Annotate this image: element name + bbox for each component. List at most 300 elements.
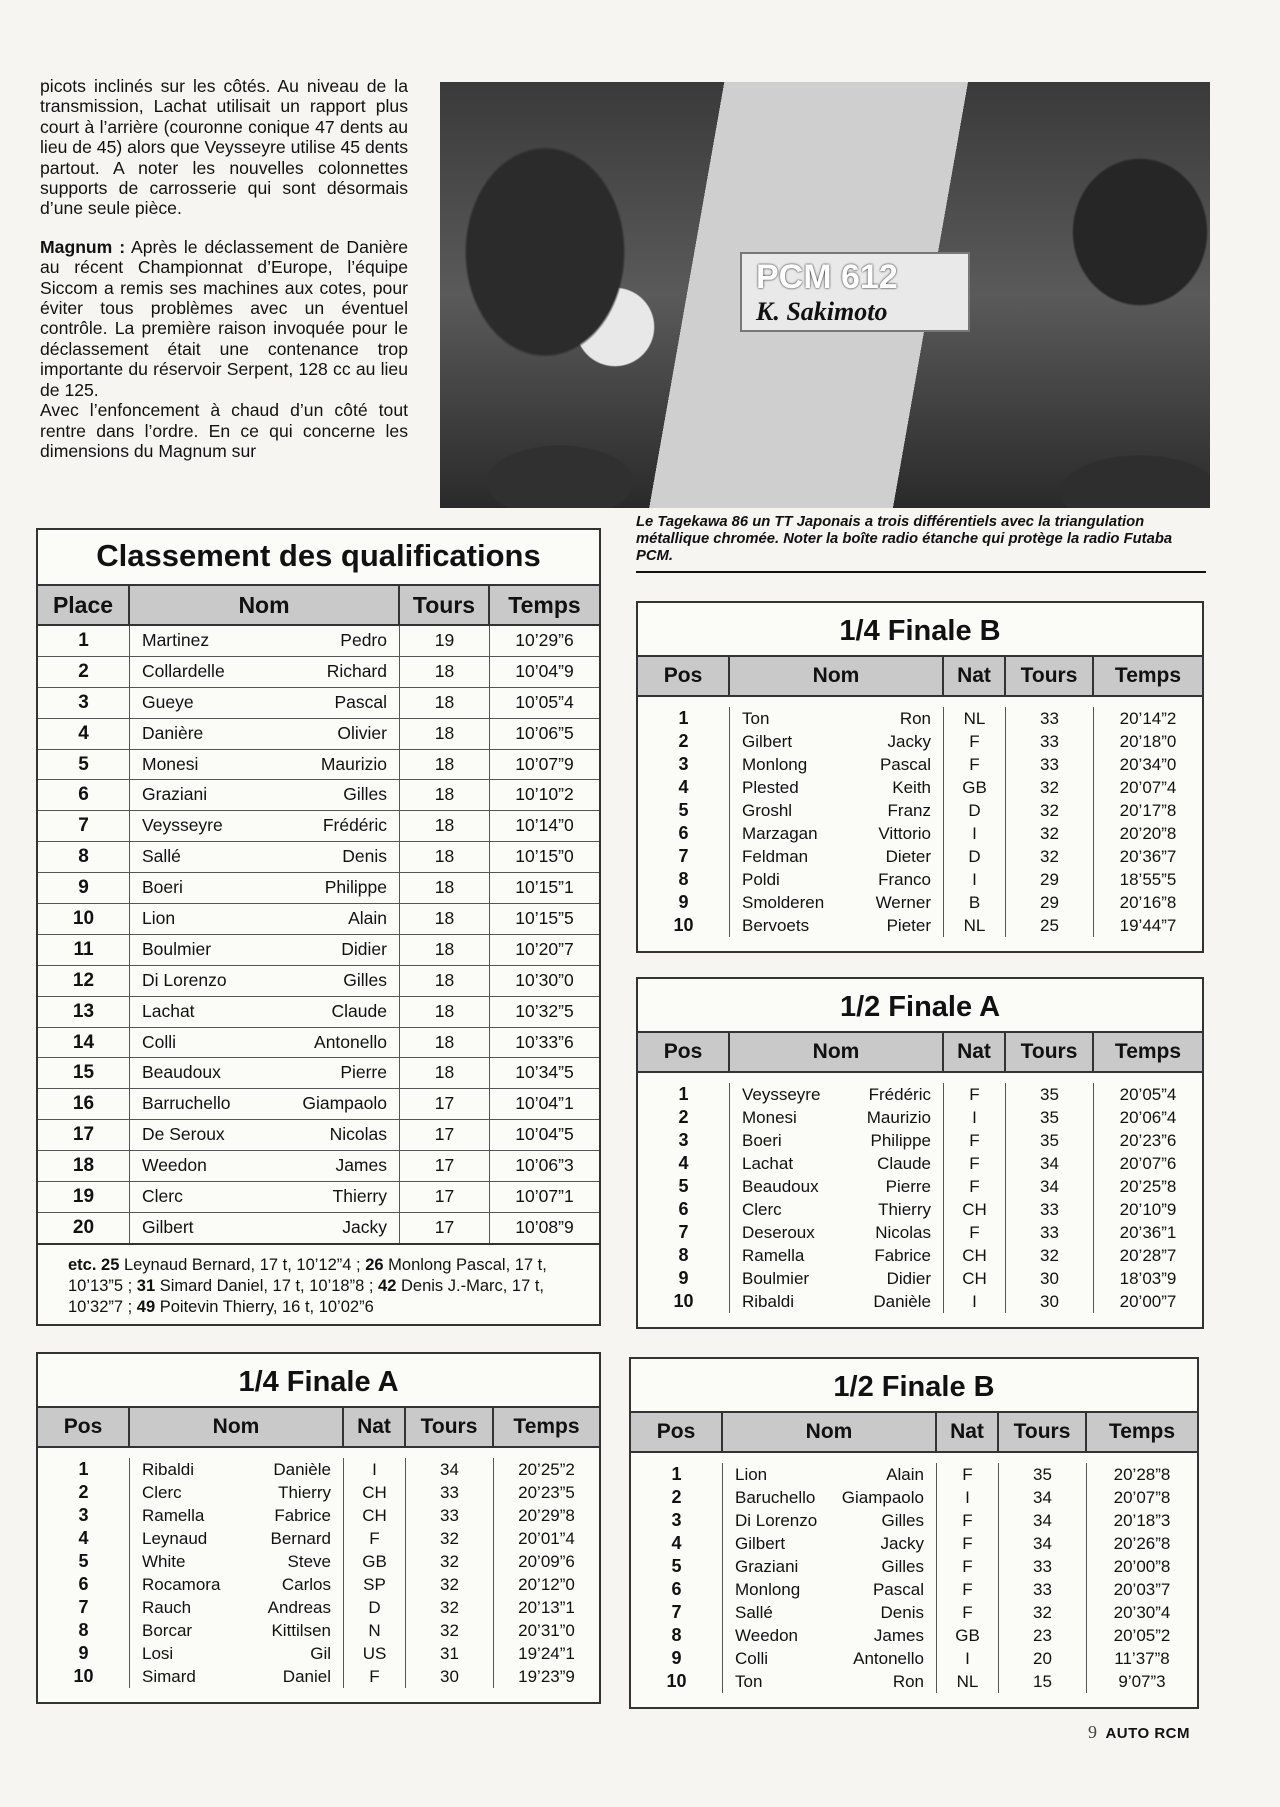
first-name: Maurizio [866,1108,931,1127]
first-name: Thierry [878,1200,931,1219]
first-name: Dieter [885,847,931,866]
header-nat: Nat [344,1408,406,1446]
first-name: Richard [326,660,387,681]
decal-brand: PCM 612 [756,257,898,296]
surname: Lachat [142,1000,195,1021]
temps-cell: 18’55”5 [1119,870,1177,889]
surname: Ramella [742,1246,805,1265]
article-paragraph: Avec l’enfoncement à chaud d’un côté tout rentre dans l’ordre. En ce qui concerne les dimensions du Magnum sur [40,400,408,461]
place-cell: 14 [38,1028,130,1058]
table-row [38,1481,599,1504]
temps-cell: 10’04”5 [515,1124,574,1145]
tours-cell: 32 [406,1619,494,1642]
nat-cell: CH [944,1198,1006,1221]
table-row [38,719,599,750]
tours-cell: 17 [400,1151,490,1181]
pos-cell: 2 [638,1106,730,1129]
tours-cell: 35 [1006,1129,1094,1152]
tours-cell: 35 [1006,1083,1094,1106]
tours-cell: 18 [400,904,490,934]
temps-cell: 10’04”9 [515,660,574,681]
table-row [631,1601,1197,1624]
pos-cell: 7 [631,1601,723,1624]
tours-cell: 32 [1006,776,1094,799]
header-pos: Pos [631,1413,723,1451]
tours-cell: 33 [1006,1198,1094,1221]
name-cell [130,966,400,996]
table-row [38,1504,599,1527]
nat-cell: N [344,1619,406,1642]
nat-cell: B [944,891,1006,914]
nat-cell: D [344,1596,406,1619]
tours-cell: 18 [400,719,490,749]
tours-cell: 32 [406,1550,494,1573]
nat-cell: NL [944,707,1006,730]
nat-cell: F [937,1578,999,1601]
first-name: Gilles [343,784,387,805]
tours-cell: 30 [1006,1267,1094,1290]
nat-cell: SP [344,1573,406,1596]
tours-cell: 34 [999,1486,1087,1509]
surname: Boeri [742,1131,782,1150]
name-cell [130,1596,344,1619]
temps-cell: 20’28”7 [1119,1246,1177,1265]
first-name: Didier [886,1269,931,1288]
surname: Borcar [142,1621,193,1640]
first-name: Daniel [282,1667,331,1686]
name-cell [723,1555,937,1578]
name-cell [730,1129,944,1152]
decal-name: K. Sakimoto [756,296,888,326]
tours-cell: 34 [406,1458,494,1481]
temps-cell: 10’15”1 [515,877,574,898]
first-name: Ron [892,1672,924,1691]
temps-cell: 20’07”4 [1119,778,1177,797]
surname: Smolderen [742,893,825,912]
result-detail: Leynaud Bernard, 17 t, 10’12”4 ; [119,1255,366,1274]
table-row [631,1670,1197,1693]
temps-cell: 20’14”2 [1119,709,1177,728]
surname: Monlong [742,755,808,774]
temps-cell: 20’09”6 [518,1552,575,1571]
pos-cell: 6 [38,1573,130,1596]
tours-cell: 18 [400,811,490,841]
pos-cell: 6 [638,822,730,845]
tours-cell: 33 [1006,730,1094,753]
pos-cell: 7 [638,1221,730,1244]
surname: Graziani [142,784,208,805]
surname: Rocamora [142,1575,221,1594]
header-tours: Tours [406,1408,494,1446]
place-cell: 13 [38,997,130,1027]
place-cell: 10 [38,904,130,934]
first-name: Antonello [314,1031,387,1052]
table-body [638,697,1202,937]
first-name: Giampaolo [841,1488,924,1507]
first-name: Denis [880,1603,924,1622]
surname: Barruchello [142,1093,231,1114]
name-cell [130,1504,344,1527]
tours-cell: 15 [999,1670,1087,1693]
table-row [638,1152,1202,1175]
place-cell: 17 [38,1120,130,1150]
table-row [638,845,1202,868]
tours-cell: 18 [400,750,490,780]
name-cell [130,1151,400,1181]
pos-cell: 9 [631,1647,723,1670]
name-cell [130,1619,344,1642]
result-rank: 26 [365,1255,384,1274]
nat-cell: US [344,1642,406,1665]
first-name: Danièle [873,1292,931,1311]
name-cell [130,1028,400,1058]
pos-cell: 2 [631,1486,723,1509]
table-row [38,997,599,1028]
table-row [38,1151,599,1182]
first-name: Gilles [343,969,387,990]
temps-cell: 10’30”0 [515,969,574,990]
tours-cell: 34 [999,1509,1087,1532]
tours-cell: 18 [400,780,490,810]
tours-cell: 34 [1006,1175,1094,1198]
table-body [631,1453,1197,1693]
surname: Monesi [742,1108,797,1127]
pos-cell: 7 [38,1596,130,1619]
surname: Boulmier [742,1269,810,1288]
table-header [638,1031,1202,1073]
header-tours: Tours [999,1413,1087,1451]
first-name: Claude [331,1000,387,1021]
header-nat: Nat [944,657,1006,695]
pos-cell: 9 [638,1267,730,1290]
tours-cell: 23 [999,1624,1087,1647]
header-tours: Tours [1006,1033,1094,1071]
temps-cell: 20’36”1 [1119,1223,1177,1242]
nat-cell: F [944,1175,1006,1198]
first-name: Bernard [270,1529,331,1548]
nat-cell: CH [944,1244,1006,1267]
header-nom: Nom [730,1033,944,1071]
surname: Sallé [142,846,181,867]
first-name: Steve [287,1552,331,1571]
first-name: Kittilsen [271,1621,331,1640]
first-name: Keith [892,778,931,797]
pos-cell: 3 [638,753,730,776]
table-row [38,1665,599,1688]
tours-cell: 18 [400,1058,490,1088]
name-cell [730,1175,944,1198]
surname: Ribaldi [742,1292,794,1311]
tours-cell: 18 [400,1028,490,1058]
nat-cell: F [944,753,1006,776]
first-name: James [335,1155,387,1176]
table-row [638,753,1202,776]
tours-cell: 18 [400,935,490,965]
first-name: Claude [877,1154,931,1173]
tours-cell: 33 [1006,707,1094,730]
header-pos: Pos [38,1408,130,1446]
temps-cell: 19’44”7 [1119,916,1177,935]
article-paragraph [40,237,408,400]
table-row [638,799,1202,822]
temps-cell: 20’12”0 [518,1575,575,1594]
first-name: Danièle [273,1460,331,1479]
table-row [638,1290,1202,1313]
first-name: Jacky [880,1534,924,1553]
pos-cell: 3 [38,1504,130,1527]
place-cell: 1 [38,626,130,656]
surname: Lachat [742,1154,794,1173]
name-cell [130,904,400,934]
tours-cell: 35 [1006,1106,1094,1129]
pos-cell: 6 [631,1578,723,1601]
page-footer [1088,1722,1190,1743]
table-title: Classement des qualifications [96,538,541,573]
temps-cell: 20’13”1 [518,1598,575,1617]
first-name: Franz [887,801,931,820]
surname: Weedon [142,1155,207,1176]
name-cell [130,1120,400,1150]
tours-cell: 32 [1006,822,1094,845]
temps-cell: 9’07”3 [1118,1672,1166,1691]
first-name: Fabrice [274,1506,331,1525]
table-header [638,655,1202,697]
temps-cell: 10’04”1 [515,1093,574,1114]
paragraph-body: Après le déclassement de Danière au récent Championnat d’Europe, l’équipe Siccom a remis ses machines aux cotes, pour éviter tous problèmes avec un éventuel contrôle. La première raison invoquée pour le déclassement était une contenance trop importante du réservoir Serpent, 128 cc au lieu de 125. [40,236,409,400]
temps-cell: 20’06”4 [1119,1108,1177,1127]
name-cell [730,776,944,799]
tours-cell: 30 [406,1665,494,1688]
name-cell [130,935,400,965]
first-name: James [873,1626,924,1645]
temps-cell: 20’17”8 [1119,801,1177,820]
header-place: Place [38,586,130,624]
tours-cell: 17 [400,1182,490,1212]
name-cell [130,657,400,687]
first-name: Nicolas [875,1223,931,1242]
temps-cell: 20’03”7 [1113,1580,1171,1599]
name-cell [730,822,944,845]
table-row [631,1647,1197,1670]
name-cell [130,1182,400,1212]
name-cell [730,868,944,891]
tours-cell: 33 [406,1504,494,1527]
name-cell [730,730,944,753]
nat-cell: F [937,1532,999,1555]
place-cell: 3 [38,688,130,718]
name-cell [130,1481,344,1504]
header-nom: Nom [130,586,400,624]
first-name: Maurizio [320,753,387,774]
nat-cell: I [344,1458,406,1481]
name-cell [730,845,944,868]
tours-cell: 18 [400,873,490,903]
table-row [38,780,599,811]
pos-cell: 9 [38,1642,130,1665]
name-cell [130,1550,344,1573]
temps-cell: 20’30”4 [1113,1603,1171,1622]
tours-cell: 17 [400,1089,490,1119]
name-cell [730,914,944,937]
table-row [631,1624,1197,1647]
result-rank: 49 [136,1297,156,1316]
surname: Ribaldi [142,1460,194,1479]
table-row [38,1550,599,1573]
table-row [638,1129,1202,1152]
first-name: Jacky [342,1216,387,1237]
name-cell [130,842,400,872]
surname: Weedon [735,1626,799,1645]
first-name: Franco [878,870,931,889]
nat-cell: F [937,1509,999,1532]
place-cell: 12 [38,966,130,996]
surname: Beaudoux [742,1177,819,1196]
pos-cell: 3 [638,1129,730,1152]
surname: Danière [142,722,204,743]
nat-cell: NL [937,1670,999,1693]
name-cell [730,1267,944,1290]
tours-cell: 31 [406,1642,494,1665]
nat-cell: GB [937,1624,999,1647]
place-cell: 20 [38,1213,130,1243]
table-title: 1/2 Finale B [833,1371,995,1403]
table-row [38,966,599,997]
table-row [631,1578,1197,1601]
table-row [38,1596,599,1619]
temps-cell: 19’24”1 [518,1644,575,1663]
nat-cell: D [944,845,1006,868]
name-cell [730,891,944,914]
surname: Monesi [142,753,199,774]
first-name: Olivier [337,722,387,743]
temps-cell: 10’05”4 [515,691,574,712]
name-cell [130,750,400,780]
table-body [638,1073,1202,1313]
pos-cell: 6 [638,1198,730,1221]
pos-cell: 1 [638,707,730,730]
table-row [38,842,599,873]
table-row [638,730,1202,753]
first-name: Nicolas [329,1124,387,1145]
temps-cell: 20’10”9 [1119,1200,1177,1219]
pos-cell: 10 [638,1290,730,1313]
surname: Ton [742,709,770,728]
surname: Gilbert [735,1534,786,1553]
first-name: Andreas [267,1598,331,1617]
temps-cell: 20’05”4 [1119,1085,1177,1104]
tours-cell: 32 [1006,845,1094,868]
surname: Veysseyre [742,1085,821,1104]
name-cell [130,1213,400,1243]
surname: Feldman [742,847,809,866]
first-name: Pieter [886,916,931,935]
first-name: Gilles [881,1511,924,1530]
temps-cell: 20’16”8 [1119,893,1177,912]
first-name: Alain [886,1465,924,1484]
table-row [38,688,599,719]
temps-cell: 10’08”9 [515,1216,574,1237]
table-row [38,1089,599,1120]
semi-final-a-table [636,977,1204,1329]
surname: Sallé [735,1603,773,1622]
table-title: 1/2 Finale A [839,991,1001,1023]
first-name: Philippe [870,1131,931,1150]
quarter-final-b-table [636,601,1204,953]
surname: Marzagan [742,824,818,843]
temps-cell: 20’00”8 [1113,1557,1171,1576]
surname: Deseroux [742,1223,815,1242]
result-rank: 31 [136,1276,156,1295]
name-cell [130,811,400,841]
temps-cell: 20’07”6 [1119,1154,1177,1173]
surname: Groshl [742,801,793,820]
pos-cell: 2 [638,730,730,753]
pos-cell: 10 [631,1670,723,1693]
name-cell [730,707,944,730]
photo-caption: Le Tagekawa 86 un TT Japonais a trois différentiels avec la triangulation métallique chromée. Noter la boîte radio étanche qui protège la radio Futaba PCM. [636,514,1206,573]
table-header [38,1406,599,1448]
nat-cell: F [937,1463,999,1486]
nat-cell: F [944,1152,1006,1175]
nat-cell: D [944,799,1006,822]
nat-cell: F [944,730,1006,753]
first-name: Vittorio [878,824,931,843]
surname: Di Lorenzo [142,969,227,990]
surname: Martinez [142,630,210,650]
nat-cell: GB [944,776,1006,799]
first-name: Frédéric [868,1085,931,1104]
surname: Gilbert [142,1216,194,1237]
table-body [38,626,599,1243]
name-cell [730,1290,944,1313]
surname: Beaudoux [142,1062,221,1083]
place-cell: 15 [38,1058,130,1088]
place-cell: 7 [38,811,130,841]
surname: Plested [742,778,799,797]
temps-cell: 20’25”8 [1119,1177,1177,1196]
table-row [631,1555,1197,1578]
nat-cell: F [344,1665,406,1688]
name-cell [130,780,400,810]
name-cell [130,1527,344,1550]
first-name: Ron [899,709,931,728]
place-cell: 4 [38,719,130,749]
rc-car-photo [440,82,1210,508]
nat-cell: NL [944,914,1006,937]
name-cell [730,1106,944,1129]
first-name: Didier [341,938,387,959]
table-row [638,707,1202,730]
article-paragraph: picots inclinés sur les côtés. Au niveau de la transmission, Lachat utilisait un rapport plus court à l’arrière (couronne conique 47 dents au lieu de 45) alors que Veysseyre utilise 45 dents partout. A noter les nouvelles colonnettes supports de carrosserie qui sont désormais d’une seule pièce. [40,76,408,219]
nat-cell: F [944,1083,1006,1106]
result-detail: Denis J.-Marc, 17 t, 10’32”7 ; [68,1276,545,1316]
surname: Monlong [735,1580,801,1599]
quarter-final-a-table [36,1352,601,1704]
temps-cell: 20’26”8 [1113,1534,1171,1553]
temps-cell: 20’23”6 [1119,1131,1177,1150]
table-header [38,584,599,626]
name-cell [730,1244,944,1267]
table-row [631,1463,1197,1486]
tours-cell: 33 [999,1555,1087,1578]
surname: Poldi [742,870,780,889]
table-row [38,1182,599,1213]
first-name: Carlos [281,1575,331,1594]
pos-cell: 1 [631,1463,723,1486]
temps-cell: 20’23”5 [518,1483,575,1502]
surname: Gilbert [742,732,793,751]
tours-cell: 33 [1006,753,1094,776]
